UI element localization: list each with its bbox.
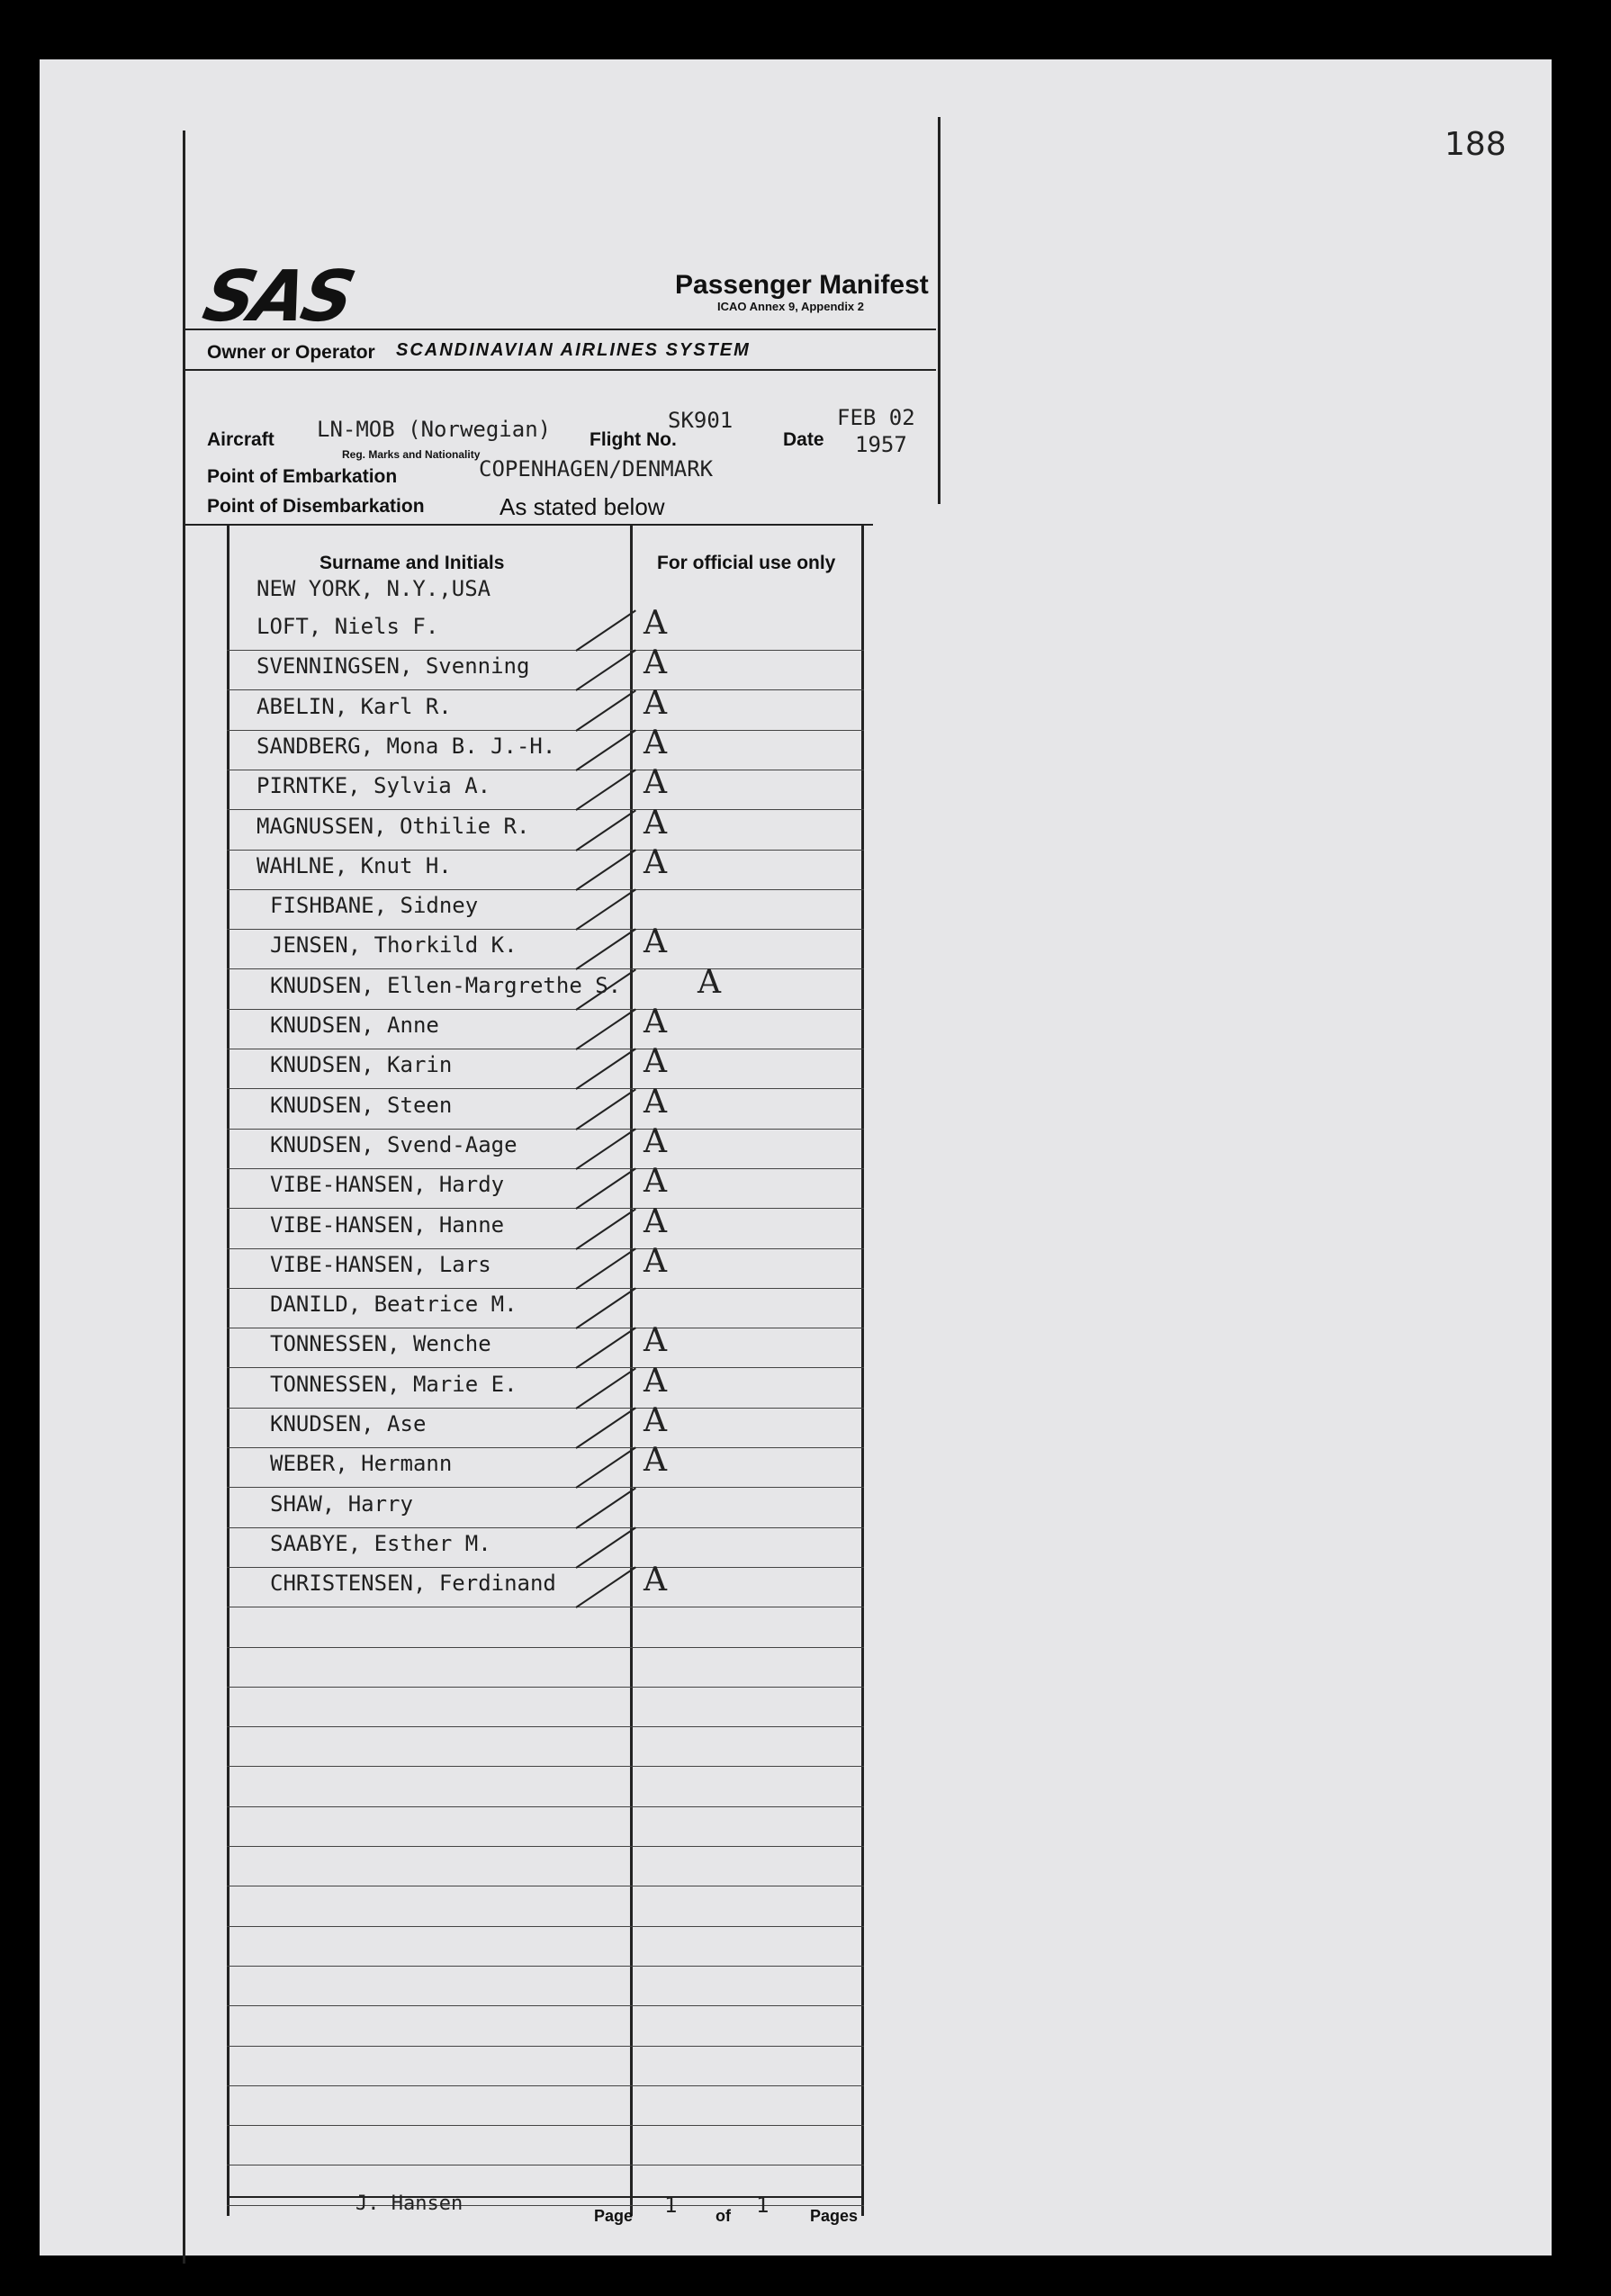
flight-value: SK901: [668, 408, 734, 433]
manifest-subtitle: ICAO Annex 9, Appendix 2: [717, 300, 865, 313]
form-top-right-border: [938, 117, 940, 504]
passenger-name: ABELIN, Karl R.: [256, 693, 452, 719]
row-line: [227, 730, 864, 731]
official-mark: A: [644, 1562, 667, 1599]
row-line: [227, 1367, 864, 1368]
date-value-line1: FEB 02: [837, 405, 915, 430]
official-mark: A: [644, 684, 667, 722]
official-mark: A: [644, 843, 667, 881]
row-line: [227, 850, 864, 851]
official-mark: A: [644, 605, 667, 642]
passenger-name: VIBE-HANSEN, Lars: [270, 1251, 491, 1277]
row-line: [227, 2085, 864, 2086]
row-line: [227, 1129, 864, 1130]
passenger-name: KNUDSEN, Svend-Aage: [270, 1131, 518, 1157]
official-mark: A: [644, 1202, 667, 1240]
official-mark: A: [644, 1362, 667, 1400]
official-mark: A: [644, 724, 667, 761]
destination: NEW YORK, N.Y.,USA: [256, 576, 491, 601]
owner-value: SCANDINAVIAN AIRLINES SYSTEM: [396, 340, 751, 360]
official-mark: A: [644, 1043, 667, 1081]
row-line: [227, 650, 864, 651]
official-mark: A: [644, 644, 667, 682]
embarkation-value: COPENHAGEN/DENMARK: [479, 456, 714, 482]
passenger-name: DANILD, Beatrice M.: [270, 1292, 518, 1318]
owner-divider: [184, 369, 936, 371]
passenger-name: WAHLNE, Knut H.: [256, 852, 452, 878]
passenger-name: LOFT, Niels F.: [256, 614, 439, 639]
of-label: of: [716, 2207, 731, 2225]
passenger-name: WEBER, Hermann: [270, 1451, 453, 1477]
row-line: [227, 1846, 864, 1847]
row-line: [227, 1766, 864, 1767]
official-mark: A: [644, 1442, 667, 1480]
page-value: 1: [664, 2192, 678, 2218]
passenger-name: TONNESSEN, Wenche: [270, 1331, 491, 1357]
date-value-line2: 1957: [855, 432, 907, 457]
passenger-name: SVENNINGSEN, Svenning: [256, 653, 530, 680]
col-surname-header: Surname and Initials: [320, 553, 505, 573]
row-line: [227, 1208, 864, 1209]
row-line: [227, 929, 864, 930]
of-value: 1: [756, 2192, 770, 2218]
passenger-name: VIBE-HANSEN, Hardy: [270, 1172, 505, 1198]
date-label: Date: [783, 429, 824, 450]
table-right-border: [861, 524, 864, 2216]
passenger-name: FISHBANE, Sidney: [270, 893, 479, 919]
row-line: [227, 1926, 864, 1927]
row-line: [227, 1487, 864, 1488]
page-number: 188: [1444, 126, 1507, 163]
row-line: [227, 1567, 864, 1568]
row-line: [227, 1408, 864, 1409]
passenger-name: KNUDSEN, Anne: [270, 1013, 439, 1038]
meta-bottom-divider: [184, 524, 873, 526]
official-mark: A: [644, 1122, 667, 1160]
row-line: [227, 1447, 864, 1448]
row-line: [227, 1248, 864, 1249]
official-mark: A: [644, 764, 667, 802]
sas-logo: SAS: [196, 257, 359, 338]
official-mark: A: [644, 1083, 667, 1121]
form-left-border: [183, 131, 185, 2264]
row-line: [227, 1527, 864, 1528]
passenger-name: KNUDSEN, Ellen-Margrethe S.: [270, 972, 622, 998]
official-mark: A: [644, 1004, 667, 1040]
row-line: [227, 968, 864, 969]
col-official-header: For official use only: [657, 553, 836, 573]
official-mark: A: [698, 963, 721, 1001]
passenger-name: KNUDSEN, Steen: [270, 1092, 453, 1118]
official-mark: A: [644, 1402, 667, 1439]
disembarkation-value: As stated below: [500, 493, 665, 520]
official-mark: A: [644, 1163, 667, 1201]
official-mark: A: [644, 804, 667, 842]
row-line: [227, 809, 864, 810]
owner-label: Owner or Operator: [207, 342, 375, 363]
official-mark: A: [644, 1322, 667, 1360]
embarkation-label: Point of Embarkation: [207, 466, 398, 487]
passenger-name: CHRISTENSEN, Ferdinand: [270, 1571, 556, 1597]
aircraft-label: Aircraft: [207, 429, 274, 450]
row-line: [227, 1088, 864, 1089]
row-line: [227, 1966, 864, 1967]
pages-label: Pages: [810, 2207, 859, 2225]
aircraft-hint: Reg. Marks and Nationality: [342, 448, 481, 461]
signature: J. Hansen: [356, 2192, 464, 2215]
row-line: [227, 889, 864, 890]
passenger-name: KNUDSEN, Karin: [270, 1052, 453, 1078]
passenger-name: SHAW, Harry: [270, 1490, 413, 1517]
official-mark: A: [644, 1242, 667, 1280]
row-line: [227, 2005, 864, 2006]
table-left-border: [227, 524, 230, 2216]
row-line: [227, 1687, 864, 1688]
official-mark: A: [644, 923, 667, 961]
row-line: [227, 1009, 864, 1010]
passenger-name: VIBE-HANSEN, Hanne: [270, 1211, 505, 1238]
row-line: [227, 1806, 864, 1807]
passenger-name: TONNESSEN, Marie E.: [270, 1371, 518, 1397]
passenger-name: SAABYE, Esther M.: [270, 1530, 491, 1556]
passenger-name: PIRNTKE, Sylvia A.: [256, 773, 491, 799]
flight-label: Flight No.: [590, 429, 677, 450]
row-line: [227, 1647, 864, 1648]
row-line: [227, 689, 864, 690]
row-line: [227, 1288, 864, 1289]
row-line: [227, 1726, 864, 1727]
passenger-name: SANDBERG, Mona B. J.-H.: [256, 733, 556, 759]
aircraft-value: LN-MOB (Norwegian): [317, 417, 552, 442]
row-line: [227, 2125, 864, 2126]
page-label: Page: [594, 2207, 634, 2225]
passenger-name: KNUDSEN, Ase: [270, 1411, 427, 1436]
passenger-name: JENSEN, Thorkild K.: [270, 932, 518, 959]
disembarkation-label: Point of Disembarkation: [207, 496, 425, 517]
manifest-title: Passenger Manifest: [675, 270, 929, 300]
passenger-name: MAGNUSSEN, Othilie R.: [256, 813, 530, 839]
row-line: [227, 1168, 864, 1169]
row-line: [227, 2046, 864, 2047]
